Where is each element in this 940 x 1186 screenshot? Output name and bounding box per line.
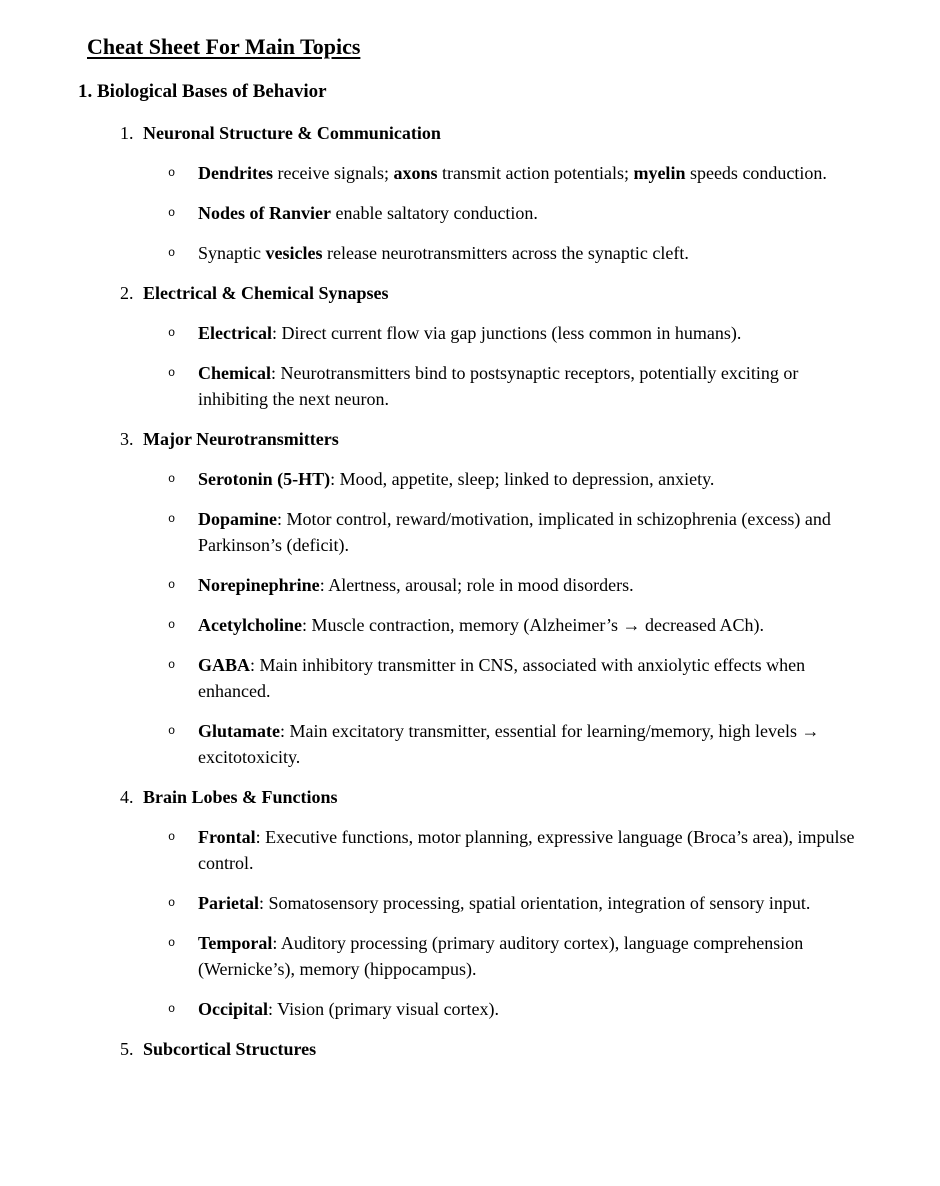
topic-item bbox=[120, 1036, 855, 1062]
bullet-item bbox=[168, 652, 855, 704]
bullet-item bbox=[168, 320, 855, 346]
bullet-text: Serotonin (5-HT): Mood, appetite, sleep; linked to depression, anxiety. bbox=[198, 469, 715, 489]
bullet-item bbox=[168, 612, 855, 638]
bullet-marker-icon: o bbox=[168, 1002, 176, 1016]
bullet-text: Electrical: Direct current flow via gap junctions (less common in humans). bbox=[198, 323, 742, 343]
bullet-item bbox=[168, 200, 855, 226]
bullet-item bbox=[168, 996, 855, 1022]
bullet-text: Norepinephrine: Alertness, arousal; role in mood disorders. bbox=[198, 575, 634, 595]
bullet-text: Acetylcholine: Muscle contraction, memory (Alzheimer’s → decreased ACh). bbox=[198, 615, 765, 635]
bullet-text: Glutamate: Main excitatory transmitter, essential for learning/memory, high levels → excitotoxicity. bbox=[198, 721, 820, 767]
bullet-marker-icon: o bbox=[168, 472, 176, 486]
topic-number: 1. bbox=[120, 123, 134, 143]
bullet-marker-icon: o bbox=[168, 578, 176, 592]
topic-number: 4. bbox=[120, 787, 134, 807]
section-heading: 1. Biological Bases of Behavior bbox=[78, 81, 327, 102]
bullet-marker-icon: o bbox=[168, 246, 176, 260]
bullet-marker-icon: o bbox=[168, 366, 176, 380]
bullet-text: Occipital: Vision (primary visual cortex). bbox=[198, 999, 500, 1019]
bullet-marker-icon: o bbox=[168, 724, 176, 738]
topic-title: Neuronal Structure & Communication bbox=[143, 123, 441, 143]
bullet-text: Temporal: Auditory processing (primary auditory cortex), language comprehension (Wernicke’s), memory (hippocampus). bbox=[198, 933, 804, 979]
bullet-item bbox=[168, 890, 855, 916]
topic-title: Subcortical Structures bbox=[143, 1039, 317, 1059]
bullet-item bbox=[168, 824, 855, 876]
topic-title: Electrical & Chemical Synapses bbox=[143, 283, 389, 303]
bullet-marker-icon: o bbox=[168, 206, 176, 220]
bullet-item bbox=[168, 718, 855, 770]
topic-item bbox=[120, 784, 855, 810]
bullet-marker-icon: o bbox=[168, 936, 176, 950]
topic-item bbox=[120, 280, 855, 306]
bullet-text: Synaptic vesicles release neurotransmitters across the synaptic cleft. bbox=[198, 243, 689, 263]
bullet-marker-icon: o bbox=[168, 326, 176, 340]
document-title: Cheat Sheet For Main Topics bbox=[87, 34, 361, 59]
bullet-item bbox=[168, 930, 855, 982]
topic-title: Brain Lobes & Functions bbox=[143, 787, 338, 807]
bullet-text: Dendrites receive signals; axons transmit action potentials; myelin speeds conduction. bbox=[198, 163, 827, 183]
bullet-marker-icon: o bbox=[168, 618, 176, 632]
bullet-text: Frontal: Executive functions, motor planning, expressive language (Broca’s area), impulse control. bbox=[198, 827, 855, 873]
topic-number: 3. bbox=[120, 429, 134, 449]
topic-title: Major Neurotransmitters bbox=[143, 429, 339, 449]
bullet-text: Parietal: Somatosensory processing, spatial orientation, integration of sensory input. bbox=[198, 893, 811, 913]
bullet-item bbox=[168, 572, 855, 598]
bullet-marker-icon: o bbox=[168, 166, 176, 180]
bullet-text: Nodes of Ranvier enable saltatory conduction. bbox=[198, 203, 538, 223]
topic-item bbox=[120, 426, 855, 452]
bullet-marker-icon: o bbox=[168, 896, 176, 910]
bullet-item bbox=[168, 360, 855, 412]
bullet-item bbox=[168, 466, 855, 492]
bullet-text: GABA: Main inhibitory transmitter in CNS, associated with anxiolytic effects when enhanced. bbox=[198, 655, 806, 701]
bullet-marker-icon: o bbox=[168, 830, 176, 844]
topic-list bbox=[78, 120, 855, 1062]
topic-number: 5. bbox=[120, 1039, 134, 1059]
bullet-item bbox=[168, 506, 855, 558]
bullet-item bbox=[168, 240, 855, 266]
topic-number: 2. bbox=[120, 283, 134, 303]
topic-item bbox=[120, 120, 855, 146]
bullet-text: Dopamine: Motor control, reward/motivation, implicated in schizophrenia (excess) and Parkinson’s (deficit). bbox=[198, 509, 831, 555]
bullet-item bbox=[168, 160, 855, 186]
bullet-marker-icon: o bbox=[168, 658, 176, 672]
bullet-text: Chemical: Neurotransmitters bind to postsynaptic receptors, potentially exciting or inhibiting the next neuron. bbox=[198, 363, 799, 409]
bullet-marker-icon: o bbox=[168, 512, 176, 526]
